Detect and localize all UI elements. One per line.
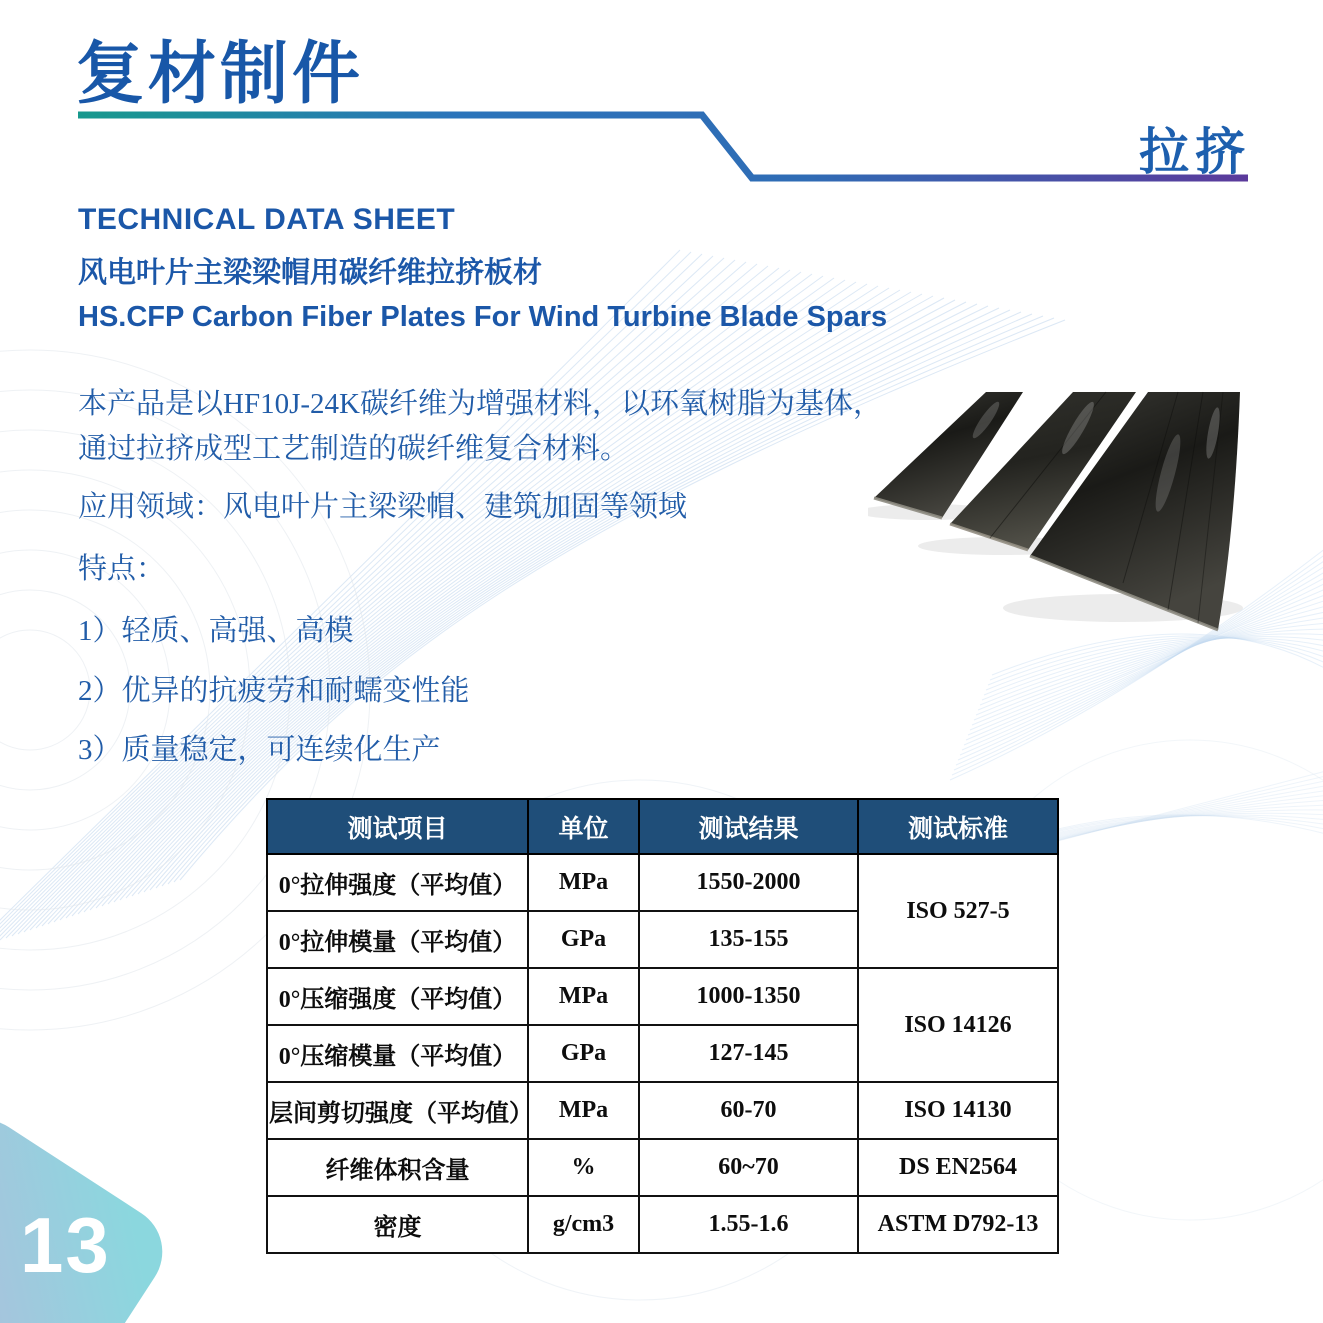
col-header-unit: 单位	[528, 799, 639, 854]
cell-item: 0°拉伸强度（平均值）	[267, 854, 528, 911]
cell-item: 0°压缩模量（平均值）	[267, 1025, 528, 1082]
cell-standard: ISO 14126	[858, 968, 1058, 1082]
carbon-fiber-plates-photo	[868, 378, 1323, 658]
product-title-en: HS.CFP Carbon Fiber Plates For Wind Turbine Blade Spars	[78, 301, 888, 333]
intro-line-2: 通过拉挤成型工艺制造的碳纤维复合材料。	[78, 433, 630, 465]
table-row	[267, 1196, 1058, 1253]
cell-unit: MPa	[528, 854, 639, 911]
page-title: 复材制件	[76, 36, 365, 112]
cell-item: 密度	[267, 1196, 528, 1253]
intro-paragraph	[78, 382, 882, 472]
cell-unit: GPa	[528, 1025, 639, 1082]
table-row	[267, 854, 1058, 911]
cell-unit: MPa	[528, 1082, 639, 1139]
cell-item: 纤维体积含量	[267, 1139, 528, 1196]
feature-item-2: 2）优异的抗疲劳和耐蠕变性能	[78, 675, 470, 707]
table-row	[267, 968, 1058, 1025]
section-label: 拉挤	[1139, 124, 1251, 180]
col-header-test-result: 测试结果	[639, 799, 858, 854]
table-row	[267, 1139, 1058, 1196]
page-number: 13	[20, 1201, 111, 1289]
table-header-row	[267, 799, 1058, 854]
features-label: 特点：	[78, 553, 166, 585]
tds-heading: TECHNICAL DATA SHEET	[78, 203, 456, 236]
cell-unit: g/cm3	[528, 1196, 639, 1253]
intro-line-1: 本产品是以HF10J-24K碳纤维为增强材料，以环氧树脂为基体，	[78, 388, 882, 420]
cell-result: 1000-1350	[639, 968, 858, 1025]
cell-item: 0°拉伸模量（平均值）	[267, 911, 528, 968]
cell-result: 1.55-1.6	[639, 1196, 858, 1253]
cell-item: 层间剪切强度（平均值）	[267, 1082, 528, 1139]
table-row	[267, 1082, 1058, 1139]
cell-result: 135-155	[639, 911, 858, 968]
application-line: 应用领域：风电叶片主梁梁帽、建筑加固等领域	[78, 491, 688, 523]
cell-unit: MPa	[528, 968, 639, 1025]
cell-result: 60~70	[639, 1139, 858, 1196]
col-header-test-item: 测试项目	[267, 799, 528, 854]
cell-unit: GPa	[528, 911, 639, 968]
cell-result: 1550-2000	[639, 854, 858, 911]
cell-unit: %	[528, 1139, 639, 1196]
cell-item: 0°压缩强度（平均值）	[267, 968, 528, 1025]
cell-result: 60-70	[639, 1082, 858, 1139]
cell-standard: ISO 14130	[858, 1082, 1058, 1139]
cell-standard: ASTM D792-13	[858, 1196, 1058, 1253]
feature-item-1: 1）轻质、高强、高模	[78, 615, 354, 647]
cell-standard: ISO 527-5	[858, 854, 1058, 968]
cell-result: 127-145	[639, 1025, 858, 1082]
test-data-table	[266, 798, 1059, 1254]
feature-item-3: 3）质量稳定，可连续化生产	[78, 734, 441, 766]
cell-standard: DS EN2564	[858, 1139, 1058, 1196]
product-title-zh: 风电叶片主梁梁帽用碳纤维拉挤板材	[78, 257, 543, 289]
col-header-test-standard: 测试标准	[858, 799, 1058, 854]
